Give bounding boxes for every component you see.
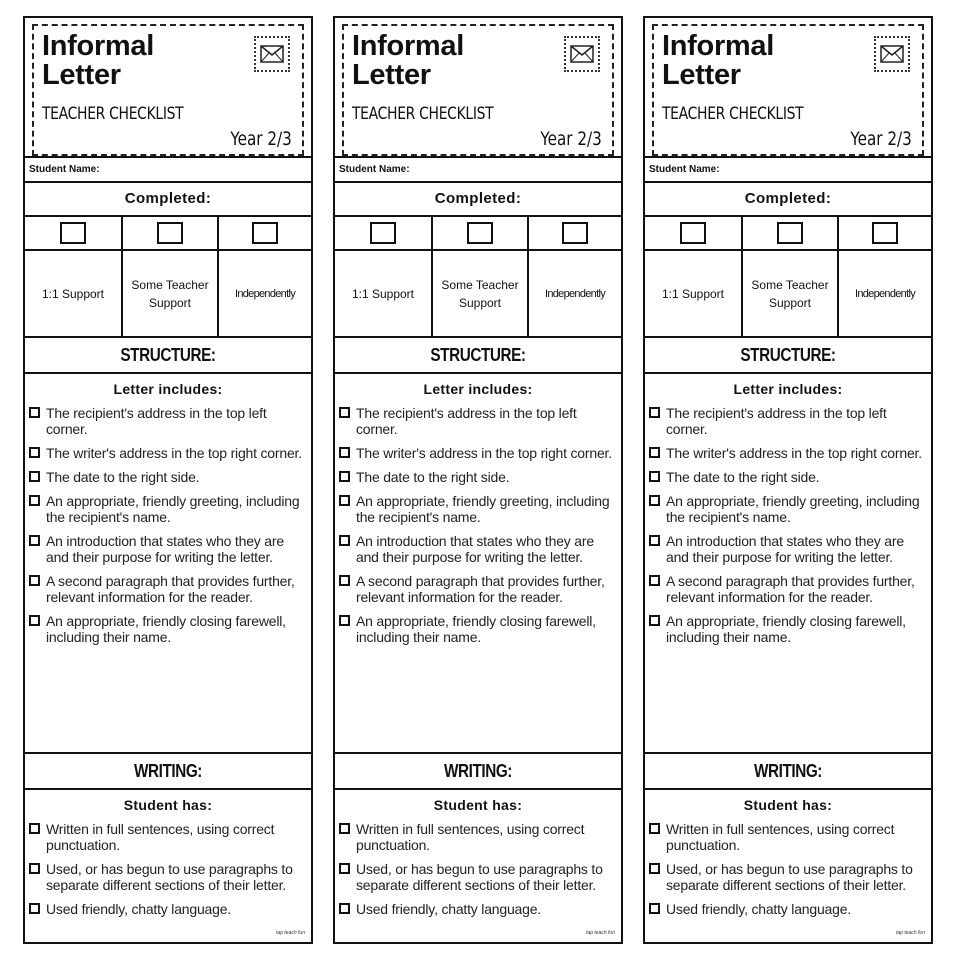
- student-name-label: Student Name:: [29, 164, 100, 175]
- subtitle: TEACHER CHECKLIST: [662, 104, 804, 124]
- item-checkbox[interactable]: [339, 407, 350, 418]
- checklist-item: [338, 613, 619, 645]
- student-name-label: Student Name:: [339, 164, 410, 175]
- item-checkbox[interactable]: [649, 823, 660, 834]
- item-checkbox[interactable]: [649, 447, 660, 458]
- item-checkbox[interactable]: [339, 495, 350, 506]
- structure-subheading: Letter includes:: [645, 372, 931, 405]
- year-level: Year 2/3: [540, 128, 602, 150]
- item-text: Used, or has begun to use paragraphs to separate different sections of their letter.: [666, 861, 913, 893]
- support-checkbox[interactable]: [680, 222, 706, 244]
- title-line-2: Letter: [352, 59, 431, 91]
- item-checkbox[interactable]: [649, 535, 660, 546]
- item-checkbox[interactable]: [29, 615, 40, 626]
- support-option: [741, 217, 837, 336]
- writing-heading: WRITING:: [335, 752, 621, 788]
- support-checkbox[interactable]: [777, 222, 803, 244]
- support-checkbox[interactable]: [467, 222, 493, 244]
- item-text: Used friendly, chatty language.: [46, 901, 231, 917]
- checklist-item: [338, 901, 619, 917]
- student-name-label: Student Name:: [649, 164, 720, 175]
- item-text: A second paragraph that provides further, relevant information for the reader.: [356, 573, 605, 605]
- item-text: An introduction that states who they are and their purpose for writing the letter.: [356, 533, 594, 565]
- title-line-1: Informal: [352, 30, 464, 62]
- item-text: Used, or has begun to use paragraphs to separate different sections of their letter.: [356, 861, 603, 893]
- subtitle: TEACHER CHECKLIST: [42, 104, 184, 124]
- year-level: Year 2/3: [850, 128, 912, 150]
- envelope-stamp-icon: [874, 36, 910, 72]
- checklist-card: [643, 16, 933, 944]
- brand-logo: tap teach fun: [586, 930, 615, 936]
- support-option-label: Some Teacher Support: [751, 277, 829, 310]
- title: [352, 32, 464, 90]
- checklist-item: [28, 861, 309, 893]
- title-line-2: Letter: [662, 59, 741, 91]
- checklist-item: [338, 445, 619, 461]
- item-text: Used friendly, chatty language.: [356, 901, 541, 917]
- support-option: [645, 217, 741, 336]
- item-text: An appropriate, friendly closing farewell, including their name.: [356, 613, 596, 645]
- support-option-label: 1:1 Support: [661, 286, 725, 301]
- item-text: An appropriate, friendly greeting, including the recipient's name.: [666, 493, 920, 525]
- student-name-field[interactable]: [645, 156, 931, 181]
- structure-heading: STRUCTURE:: [335, 336, 621, 372]
- student-name-field[interactable]: [335, 156, 621, 181]
- item-checkbox[interactable]: [339, 823, 350, 834]
- support-option: [837, 217, 931, 336]
- item-text: The date to the right side.: [356, 469, 510, 485]
- card-header: [652, 24, 924, 156]
- item-text: An appropriate, friendly greeting, including the recipient's name.: [356, 493, 610, 525]
- support-option: [25, 217, 121, 336]
- writing-subheading: Student has:: [335, 788, 621, 821]
- support-option: [217, 217, 311, 336]
- writing-checklist: [648, 821, 929, 925]
- checklist-item: [338, 533, 619, 565]
- item-text: A second paragraph that provides further, relevant information for the reader.: [666, 573, 915, 605]
- support-option: [121, 217, 217, 336]
- item-checkbox[interactable]: [29, 407, 40, 418]
- item-checkbox[interactable]: [649, 471, 660, 482]
- writing-subheading: Student has:: [25, 788, 311, 821]
- structure-subheading: Letter includes:: [25, 372, 311, 405]
- checklist-card: [333, 16, 623, 944]
- envelope-stamp-icon: [254, 36, 290, 72]
- support-checkbox[interactable]: [157, 222, 183, 244]
- item-text: Written in full sentences, using correct punctuation.: [46, 821, 275, 853]
- item-text: The writer's address in the top right corner.: [666, 445, 922, 461]
- support-checkbox[interactable]: [872, 222, 898, 244]
- structure-checklist: [648, 405, 929, 653]
- checklist-item: [338, 861, 619, 893]
- item-text: An appropriate, friendly closing farewell, including their name.: [46, 613, 286, 645]
- title: [662, 32, 774, 90]
- structure-heading: STRUCTURE:: [645, 336, 931, 372]
- item-checkbox[interactable]: [29, 535, 40, 546]
- support-option-label: 1:1 Support: [41, 286, 105, 301]
- writing-heading: WRITING:: [645, 752, 931, 788]
- item-text: The writer's address in the top right corner.: [46, 445, 302, 461]
- item-checkbox[interactable]: [29, 903, 40, 914]
- checklist-item: [648, 493, 929, 525]
- support-checkbox[interactable]: [370, 222, 396, 244]
- title-line-1: Informal: [42, 30, 154, 62]
- support-level-grid: [645, 215, 931, 336]
- checklist-card: [23, 16, 313, 944]
- item-checkbox[interactable]: [29, 447, 40, 458]
- checklist-item: [28, 405, 309, 437]
- item-checkbox[interactable]: [649, 407, 660, 418]
- item-checkbox[interactable]: [29, 471, 40, 482]
- envelope-stamp-icon: [564, 36, 600, 72]
- item-text: The recipient's address in the top left corner.: [46, 405, 267, 437]
- item-checkbox[interactable]: [649, 575, 660, 586]
- item-text: Used, or has begun to use paragraphs to separate different sections of their letter.: [46, 861, 293, 893]
- structure-checklist: [28, 405, 309, 653]
- checklist-item: [28, 901, 309, 917]
- brand-logo: tap teach fun: [276, 930, 305, 936]
- item-text: An introduction that states who they are and their purpose for writing the letter.: [46, 533, 284, 565]
- item-text: An appropriate, friendly closing farewell, including their name.: [666, 613, 906, 645]
- brand-logo: tap teach fun: [896, 930, 925, 936]
- item-checkbox[interactable]: [339, 903, 350, 914]
- checklist-item: [28, 493, 309, 525]
- support-option-label: Independently: [854, 287, 915, 300]
- item-checkbox[interactable]: [339, 863, 350, 874]
- writing-checklist: [338, 821, 619, 925]
- item-checkbox[interactable]: [29, 823, 40, 834]
- item-checkbox[interactable]: [649, 863, 660, 874]
- checklist-item: [28, 821, 309, 853]
- support-checkbox[interactable]: [252, 222, 278, 244]
- item-text: Written in full sentences, using correct punctuation.: [666, 821, 895, 853]
- checklist-item: [648, 469, 929, 485]
- structure-heading: STRUCTURE:: [25, 336, 311, 372]
- checklist-item: [28, 573, 309, 605]
- checklist-item: [648, 613, 929, 645]
- student-name-field[interactable]: [25, 156, 311, 181]
- title-line-2: Letter: [42, 59, 121, 91]
- support-option-label: Independently: [544, 287, 605, 300]
- item-text: A second paragraph that provides further, relevant information for the reader.: [46, 573, 295, 605]
- checklist-item: [648, 573, 929, 605]
- support-option: [431, 217, 527, 336]
- year-level: Year 2/3: [230, 128, 292, 150]
- item-text: The writer's address in the top right corner.: [356, 445, 612, 461]
- item-text: An appropriate, friendly greeting, including the recipient's name.: [46, 493, 300, 525]
- writing-heading: WRITING:: [25, 752, 311, 788]
- item-checkbox[interactable]: [649, 615, 660, 626]
- item-checkbox[interactable]: [29, 495, 40, 506]
- checklist-item: [338, 573, 619, 605]
- item-checkbox[interactable]: [649, 903, 660, 914]
- support-option-label: Some Teacher Support: [441, 277, 519, 310]
- item-text: The date to the right side.: [46, 469, 200, 485]
- subtitle: TEACHER CHECKLIST: [352, 104, 494, 124]
- item-checkbox[interactable]: [339, 615, 350, 626]
- item-text: The recipient's address in the top left corner.: [666, 405, 887, 437]
- checklist-item: [28, 469, 309, 485]
- checklist-item: [648, 821, 929, 853]
- item-text: Used friendly, chatty language.: [666, 901, 851, 917]
- checklist-item: [338, 493, 619, 525]
- support-option-label: Independently: [234, 287, 295, 300]
- checklist-item: [648, 901, 929, 917]
- completed-label: Completed:: [335, 181, 621, 215]
- checklist-item: [648, 533, 929, 565]
- item-checkbox[interactable]: [339, 447, 350, 458]
- checklist-item: [338, 469, 619, 485]
- support-level-grid: [25, 215, 311, 336]
- checklist-item: [648, 861, 929, 893]
- item-text: The date to the right side.: [666, 469, 820, 485]
- structure-checklist: [338, 405, 619, 653]
- structure-subheading: Letter includes:: [335, 372, 621, 405]
- item-checkbox[interactable]: [29, 575, 40, 586]
- support-checkbox[interactable]: [562, 222, 588, 244]
- item-text: The recipient's address in the top left corner.: [356, 405, 577, 437]
- title: [42, 32, 154, 90]
- writing-checklist: [28, 821, 309, 925]
- card-header: [32, 24, 304, 156]
- item-checkbox[interactable]: [649, 495, 660, 506]
- checklist-item: [28, 445, 309, 461]
- item-checkbox[interactable]: [29, 863, 40, 874]
- support-option: [335, 217, 431, 336]
- support-option-label: 1:1 Support: [351, 286, 415, 301]
- checklist-item: [648, 405, 929, 437]
- item-text: An introduction that states who they are and their purpose for writing the letter.: [666, 533, 904, 565]
- writing-subheading: Student has:: [645, 788, 931, 821]
- checklist-item: [338, 405, 619, 437]
- completed-label: Completed:: [645, 181, 931, 215]
- completed-label: Completed:: [25, 181, 311, 215]
- item-checkbox[interactable]: [339, 535, 350, 546]
- item-checkbox[interactable]: [339, 575, 350, 586]
- support-option-label: Some Teacher Support: [131, 277, 209, 310]
- card-header: [342, 24, 614, 156]
- checklist-item: [28, 613, 309, 645]
- checklist-item: [338, 821, 619, 853]
- item-text: Written in full sentences, using correct punctuation.: [356, 821, 585, 853]
- support-level-grid: [335, 215, 621, 336]
- checklist-item: [28, 533, 309, 565]
- title-line-1: Informal: [662, 30, 774, 62]
- support-checkbox[interactable]: [60, 222, 86, 244]
- checklist-item: [648, 445, 929, 461]
- support-option: [527, 217, 621, 336]
- item-checkbox[interactable]: [339, 471, 350, 482]
